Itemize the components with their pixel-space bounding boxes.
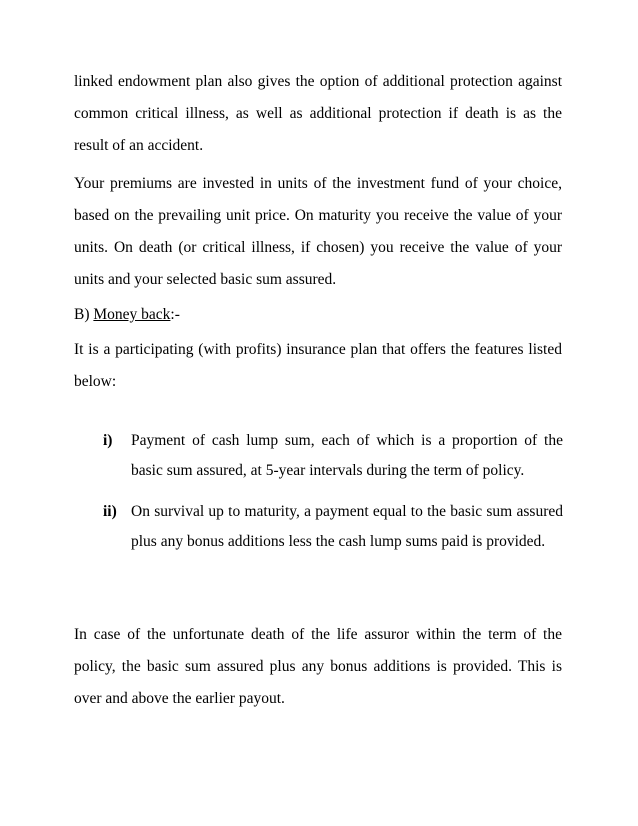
- paragraph-death-benefit: In case of the unfortunate death of the life assuror within the term of the policy, the basic sum assured plus any bonus additions is provided. This is over and above the earlier payout.: [74, 626, 562, 707]
- list-item-text: Payment of cash lump sum, each of which is a proportion of the basic sum assured, at 5-year intervals during the term of policy.: [131, 432, 563, 479]
- section-heading-suffix: :-: [170, 306, 180, 323]
- list-marker: i): [103, 432, 113, 449]
- paragraph-participating-plan: It is a participating (with profits) insurance plan that offers the features listed below:: [74, 341, 562, 390]
- paragraph-premiums-invested: Your premiums are invested in units of the investment fund of your choice, based on the prevailing unit price. On maturity you receive the value of your units. On death (or critical illness, if chosen) you receive the value of your units and your selected basic sum assured.: [74, 175, 562, 288]
- section-heading-prefix: B): [74, 306, 94, 323]
- section-heading-money-back: [74, 299, 374, 331]
- list-marker: ii): [103, 503, 117, 520]
- paragraph-endowment-protection: linked endowment plan also gives the option of additional protection against common critical illness, as well as additional protection if death is as the result of an accident.: [74, 73, 562, 154]
- list-item-text: On survival up to maturity, a payment equal to the basic sum assured plus any bonus additions less the cash lump sums paid is provided.: [131, 503, 563, 550]
- section-heading-title: Money back: [93, 306, 171, 323]
